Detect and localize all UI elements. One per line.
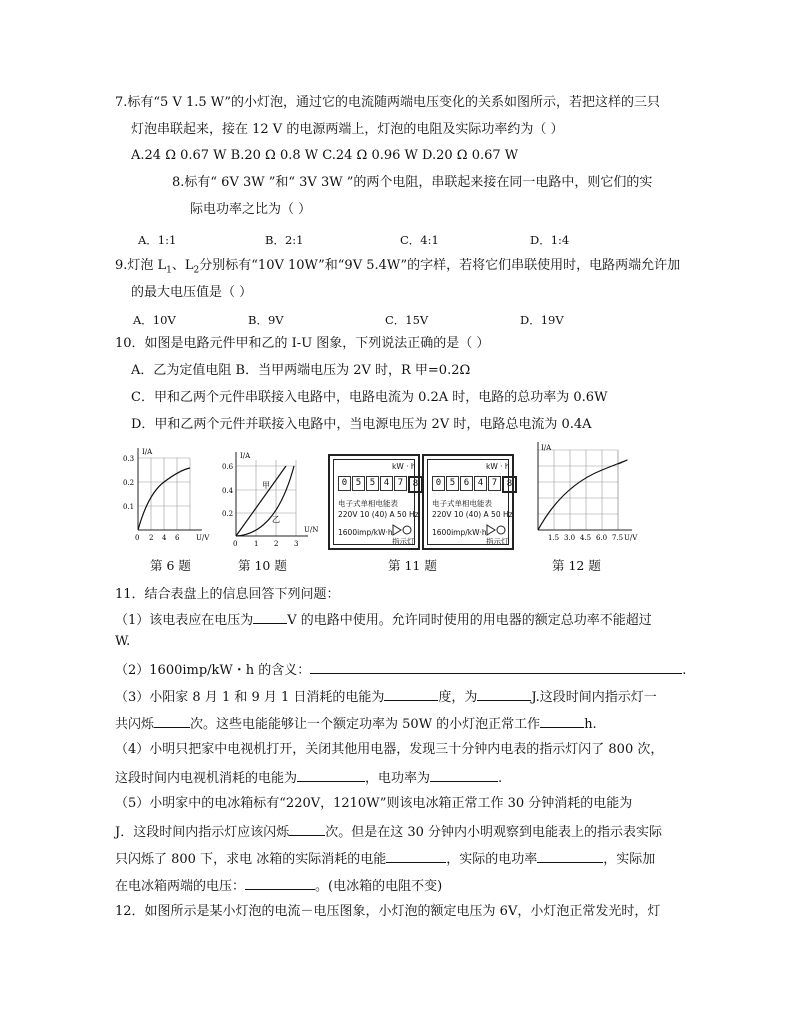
answer-blank[interactable]: [154, 714, 190, 728]
fig10-ytick: 0.4: [222, 487, 234, 495]
fig6-ylabel: I/A: [142, 448, 153, 456]
meter-digit: 0: [338, 476, 351, 491]
figure-11-caption: 第 11 题: [388, 558, 437, 573]
figure-10-graph: [216, 450, 319, 550]
meter-digits-left: [338, 476, 424, 493]
meter-imp: 1600imp/kW·h: [432, 528, 487, 537]
meter-digit: 6: [460, 476, 473, 491]
fig10-label-jia: 甲: [262, 481, 270, 490]
meter-digit: 5: [446, 476, 459, 491]
meter-digits-right: [432, 476, 518, 493]
q10-option-c: C．甲和乙两个元件串联接入电路中，电路电流为 0.2A 时，电路的总功率为 0.6W: [131, 390, 608, 405]
q11-p1a: （1）该电表应在电压为: [115, 613, 254, 628]
q11-p5g: 在电冰箱两端的电压：: [115, 879, 246, 894]
q11-p4b: 这段时间内电视机消耗的电能为: [115, 771, 298, 786]
answer-blank[interactable]: [289, 822, 325, 836]
fig12-xtick: 4.5: [580, 534, 592, 542]
q11-part5-line3: [115, 849, 655, 869]
fig6-ytick: 0.1: [123, 503, 135, 511]
q9-option-a: A．10V: [133, 313, 176, 327]
q9-option-c: C．15V: [385, 313, 429, 327]
q11-part5-line2: [115, 822, 662, 842]
q11-p3d: 共闪烁: [115, 717, 155, 732]
fig6-ytick: 0.2: [123, 479, 135, 487]
meter-spec: 220V 10 (40) A 50 Hz: [338, 510, 419, 519]
figure-12-graph: [528, 440, 658, 550]
fig6-xtick: 2: [149, 534, 154, 542]
meter-digit: 5: [352, 476, 365, 491]
fig12-xlabel: U/V: [624, 534, 638, 542]
meter-digit: 8: [502, 476, 517, 493]
meter-digit: 5: [366, 476, 379, 491]
meter-unit: kW · h: [486, 462, 510, 471]
figure-6-graph: [118, 444, 218, 544]
q11-p4c: ，电功率为: [365, 771, 431, 786]
figure-11-meter-left: [328, 454, 420, 550]
fig12-xtick: 7.5: [612, 534, 624, 542]
q8-option-d: D．1:4: [530, 233, 570, 247]
fig10-label-yi: 乙: [272, 515, 280, 524]
q11-p5f: ，实际加: [603, 852, 656, 867]
q11-p2: （2）1600imp/kW・h 的含义：: [115, 663, 311, 678]
q9-stem-post: 分别标有“10V 10W”和“9V 5.4W”的字样，若将它们串联使用时，电路两端允许加: [199, 258, 681, 273]
fig12-ylabel: I/A: [541, 444, 552, 452]
fig12-xtick: 3.0: [564, 534, 576, 542]
answer-blank[interactable]: [430, 768, 498, 782]
fig6-ytick: 0.3: [123, 455, 135, 463]
q11-part1-line1: [115, 610, 652, 630]
fig6-xtick: 4: [162, 534, 167, 542]
q11-p3f: h.: [584, 717, 597, 732]
answer-blank[interactable]: [386, 849, 446, 863]
figure-12-caption: 第 12 题: [552, 558, 601, 573]
q8-option-a: A．1:1: [138, 233, 177, 247]
meter-digit: 7: [394, 476, 407, 491]
meter-digit: 4: [474, 476, 487, 491]
fig10-xlabel: U/N: [304, 526, 319, 534]
meter-spec: 220V 10 (40) A 50 Hz: [432, 510, 513, 519]
meter-indicator-label: 指示灯: [486, 537, 509, 546]
meter-digit: 0: [432, 476, 445, 491]
q11-p5b: J．这段时间内指示灯应该闪烁: [115, 825, 290, 840]
q11-part3-line2: [115, 714, 597, 734]
figure-11-meter-right: [422, 454, 514, 550]
fig10-xtick: 3: [294, 540, 299, 548]
q11-p5e: ，实际的电功率: [446, 852, 538, 867]
answer-blank[interactable]: [384, 687, 438, 701]
meter-name: 电子式单相电能表: [338, 499, 398, 508]
answer-blank[interactable]: [540, 714, 584, 728]
meter-name: 电子式单相电能表: [432, 499, 492, 508]
fig12-xtick: 6.0: [596, 534, 608, 542]
answer-blank[interactable]: [253, 610, 287, 624]
q10-option-ab: A．乙为定值电阻 B．当甲两端电压为 2V 时，R 甲=0.2Ω: [131, 363, 471, 378]
answer-blank[interactable]: [477, 687, 531, 701]
q11-part2: [115, 660, 686, 680]
q11-p5h: 。(电冰箱的电阻不变): [315, 879, 443, 894]
q9-stem-pre: 9.灯泡 L: [115, 258, 167, 273]
q9-stem-line1: 9.灯泡 $L_1$、$L_2$分别标有“10V 10W”和“9V 5.4W”的字样，若将它们串联使用时，电路两端允许加: [115, 258, 681, 276]
answer-blank[interactable]: [310, 660, 682, 674]
q9-stem-line2: 的最大电压值是（ ）: [131, 285, 253, 300]
q11-p3e: 次。这些电能能够让一个额定功率为 50W 的小灯泡正常工作: [190, 717, 541, 732]
meter-indicator-label: 指示灯: [392, 537, 415, 546]
q11-p1b: V 的电路中使用。允许同时使用的用电器的额定总功率不能超过: [287, 613, 652, 628]
meter-digit: 4: [380, 476, 393, 491]
meter-unit: kW · h: [392, 462, 416, 471]
fig6-xlabel: U/V: [196, 534, 210, 542]
fig10-ylabel: I/A: [240, 452, 251, 460]
fig10-ytick: 0.2: [222, 510, 234, 518]
indicator-light-icon: [486, 524, 508, 536]
q7-stem-line1: 7.标有“5 V 1.5 W”的小灯泡，通过它的电流随两端电压变化的关系如图所示，若把这样的三只: [115, 95, 661, 110]
q9-option-b: B．9V: [248, 313, 284, 327]
q11-part4-line1: （4）小明只把家中电视机打开，关闭其他用电器，发现三十分钟内电表的指示灯闪了 800 次，: [115, 742, 664, 757]
fig10-xtick: 0: [233, 540, 238, 548]
figure-6-caption: 第 6 题: [150, 558, 191, 573]
q9-option-d: D．19V: [520, 313, 564, 327]
q9-stem-mid: 、L: [171, 258, 194, 273]
q7-stem-line2: 灯泡串联起来，接在 12 V 的电源两端上，灯泡的电阻及实际功率约为（ ）: [131, 122, 564, 137]
q11-part1-line2: W.: [115, 634, 131, 649]
q11-p2-end: .: [682, 663, 687, 678]
q11-p3c: J.这段时间内指示灯一: [531, 690, 657, 705]
meter-digit: 8: [408, 476, 423, 493]
q8-option-b: B．2:1: [265, 233, 304, 247]
fig12-xtick: 1.5: [548, 534, 560, 542]
fig6-xtick: 0: [135, 534, 140, 542]
q10-stem: 10．如图是电路元件甲和乙的 I-U 图象，下列说法正确的是（ ）: [115, 336, 490, 351]
q11-p5d: 只闪烁了 800 下，求电 冰箱的实际消耗的电能: [115, 852, 387, 867]
fig10-xtick: 2: [274, 540, 279, 548]
answer-blank[interactable]: [297, 768, 365, 782]
fig10-xtick: 1: [254, 540, 259, 548]
q11-part5-line1: （5）小明家中的电冰箱标有“220V，1210W”则该电冰箱正常工作 30 分钟消耗的电能为: [115, 796, 633, 811]
fig10-ytick: 0.6: [222, 463, 234, 471]
q11-part5-line4: [115, 876, 442, 896]
q11-part3-line1: [115, 687, 657, 707]
fig6-xtick: 6: [175, 534, 180, 542]
q12-stem: 12．如图所示是某小灯泡的电流－电压图象，小灯泡的额定电压为 6V，小灯泡正常发光时，灯: [115, 904, 661, 919]
q8-option-c: C．4:1: [400, 233, 439, 247]
meter-imp: 1600imp/kW·h: [338, 528, 393, 537]
answer-blank[interactable]: [245, 876, 315, 890]
q11-p4d: .: [498, 771, 503, 786]
q11-part4-line2: [115, 768, 502, 788]
q11-p3b: 度，为: [438, 690, 478, 705]
meter-digit: 7: [488, 476, 501, 491]
indicator-light-icon: [392, 524, 414, 536]
q11-p3a: （3）小阳家 8 月 1 和 9 月 1 日消耗的电能为: [115, 690, 385, 705]
q11-p5c: 次。但是在这 30 分钟内小明观察到电能表上的指示表实际: [325, 825, 663, 840]
q7-options: A.24 Ω 0.67 W B.20 Ω 0.8 W C.24 Ω 0.96 W D.20 Ω 0.67 W: [131, 148, 519, 163]
q11-stem: 11．结合表盘上的信息回答下列问题：: [115, 587, 340, 602]
q8-stem-line1: 8.标有“ 6V 3W ”和“ 3V 3W ”的两个电阻，串联起来接在同一电路中，则它们的实: [172, 175, 653, 190]
figure-10-caption: 第 10 题: [238, 558, 287, 573]
q8-stem-line2: 际电功率之比为（ ）: [190, 202, 312, 217]
q10-option-d: D．甲和乙两个元件并联接入电路中，当电源电压为 2V 时，电路总电流为 0.4A: [131, 417, 592, 432]
answer-blank[interactable]: [537, 849, 603, 863]
